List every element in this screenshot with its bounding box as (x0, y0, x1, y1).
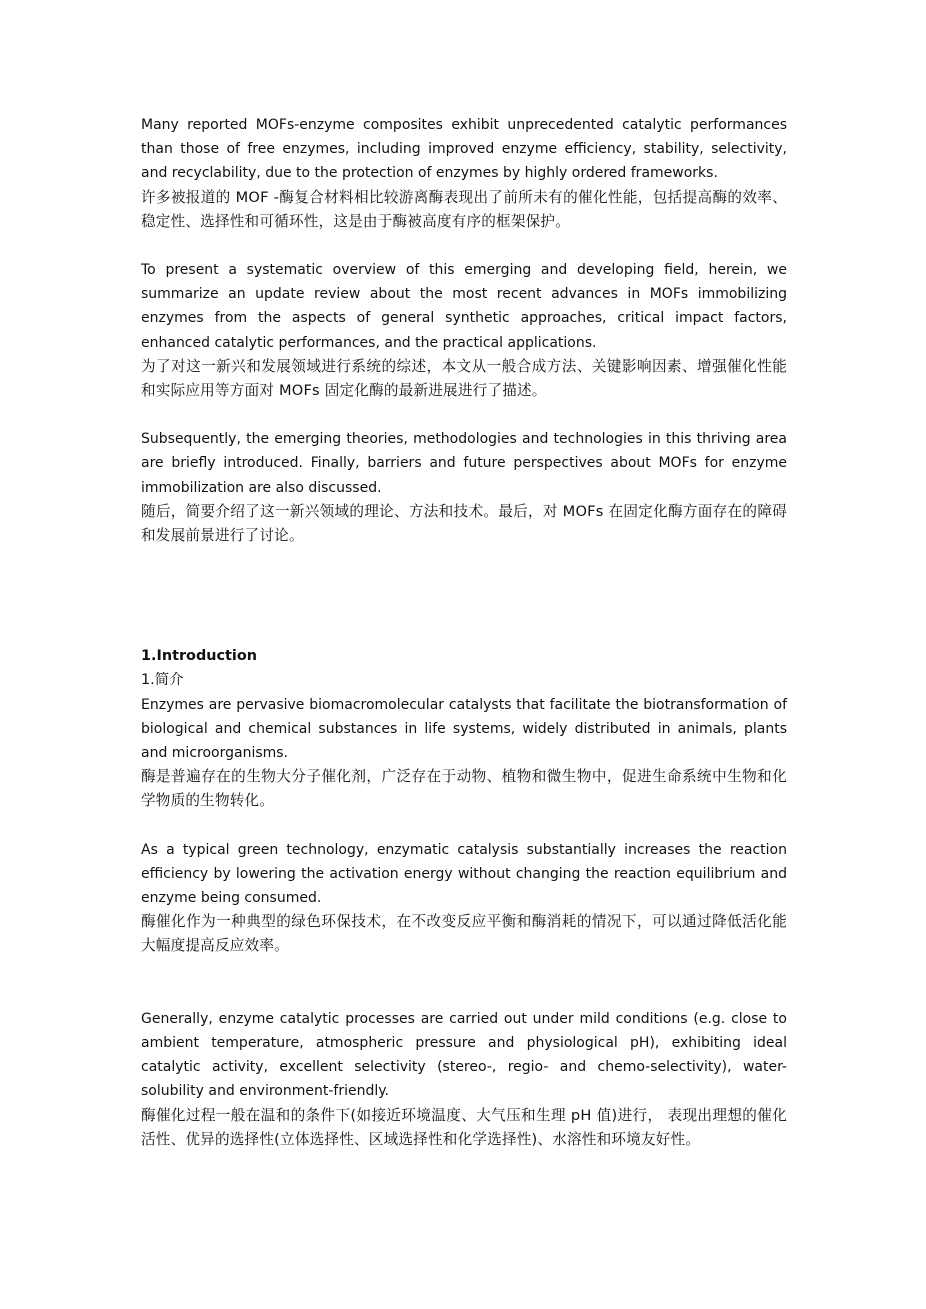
spacer (141, 403, 787, 427)
paragraph-2-english: To present a systematic overview of this emerging and developing field, herein, we summarize an update review about the most recent advances in MOFs immobilizing enzymes from the aspects of general synthetic approaches, critical impact factors, enhanced catalytic performances, and the practical applications. (141, 262, 787, 351)
paragraph-3-chinese: 随后，简要介绍了这一新兴领域的理论、方法和技术。最后，对 MOFs 在固定化酶方面存在的障碍和发展前景进行了讨论。 (141, 502, 787, 545)
section-heading-chinese: 1.简介 (141, 672, 184, 689)
paragraph-5-english: As a typical green technology, enzymatic catalysis substantially increases the reaction efficiency by lowering the activation energy without changing the reaction equilibrium and enzyme being consumed. (141, 841, 787, 907)
paragraph-5-chinese: 酶催化作为一种典型的绿色环保技术，在不改变反应平衡和酶消耗的情况下，可以通过降低活化能大幅度提高反应效率。 (141, 913, 787, 955)
section-heading-english: 1.Introduction (141, 648, 257, 665)
document-body (141, 113, 787, 1152)
spacer (141, 814, 787, 838)
paragraph-4-english: Enzymes are pervasive biomacromolecular catalysts that facilitate the biotransformation of biological and chemical substances in life systems, widely distributed in animals, plants and microorganisms. (141, 696, 787, 762)
paragraph-1-chinese: 许多被报道的 MOF -酶复合材料相比较游离酶表现出了前所未有的催化性能，包括提高酶的效率、稳定性、选择性和可循环性，这是由于酶被高度有序的框架保护。 (141, 188, 787, 230)
spacer (141, 959, 787, 1007)
spacer (141, 234, 787, 258)
paragraph-2-chinese: 为了对这一新兴和发展领域进行系统的综述，本文从一般合成方法、关键影响因素、增强催化性能和实际应用等方面对 MOFs 固定化酶的最新进展进行了描述。 (141, 357, 787, 400)
paragraph-3-english: Subsequently, the emerging theories, methodologies and technologies in this thriving area are briefly introduced. Finally, barriers and future perspectives about MOFs for enzyme immobilization are also discussed. (141, 431, 787, 496)
paragraph-6-english: Generally, enzyme catalytic processes are carried out under mild conditions (e.g. close to ambient temperature, atmospheric pressure and physiological pH), exhibiting ideal catalytic activity, excellent selectivity (stereo-, regio- and chemo-selectivity), water-solubility and environment-friendly. (141, 1010, 787, 1100)
paragraph-6-chinese: 酶催化过程一般在温和的条件下(如接近环境温度、大气压和生理 pH 值)进行， 表现出理想的催化活性、优异的选择性(立体选择性、区域选择性和化学选择性)、水溶性和环境友好性。 (141, 1106, 787, 1148)
paragraph-1-english: Many reported MOFs-enzyme composites exhibit unprecedented catalytic performances than those of free enzymes, including improved enzyme efficiency, stability, selectivity, and recyclability, due to the protection of enzymes by highly ordered frameworks. (141, 117, 787, 182)
paragraph-4-chinese: 酶是普遍存在的生物大分子催化剂，广泛存在于动物、植物和微生物中，促进生命系统中生物和化学物质的生物转化。 (141, 768, 787, 810)
spacer (141, 548, 787, 644)
